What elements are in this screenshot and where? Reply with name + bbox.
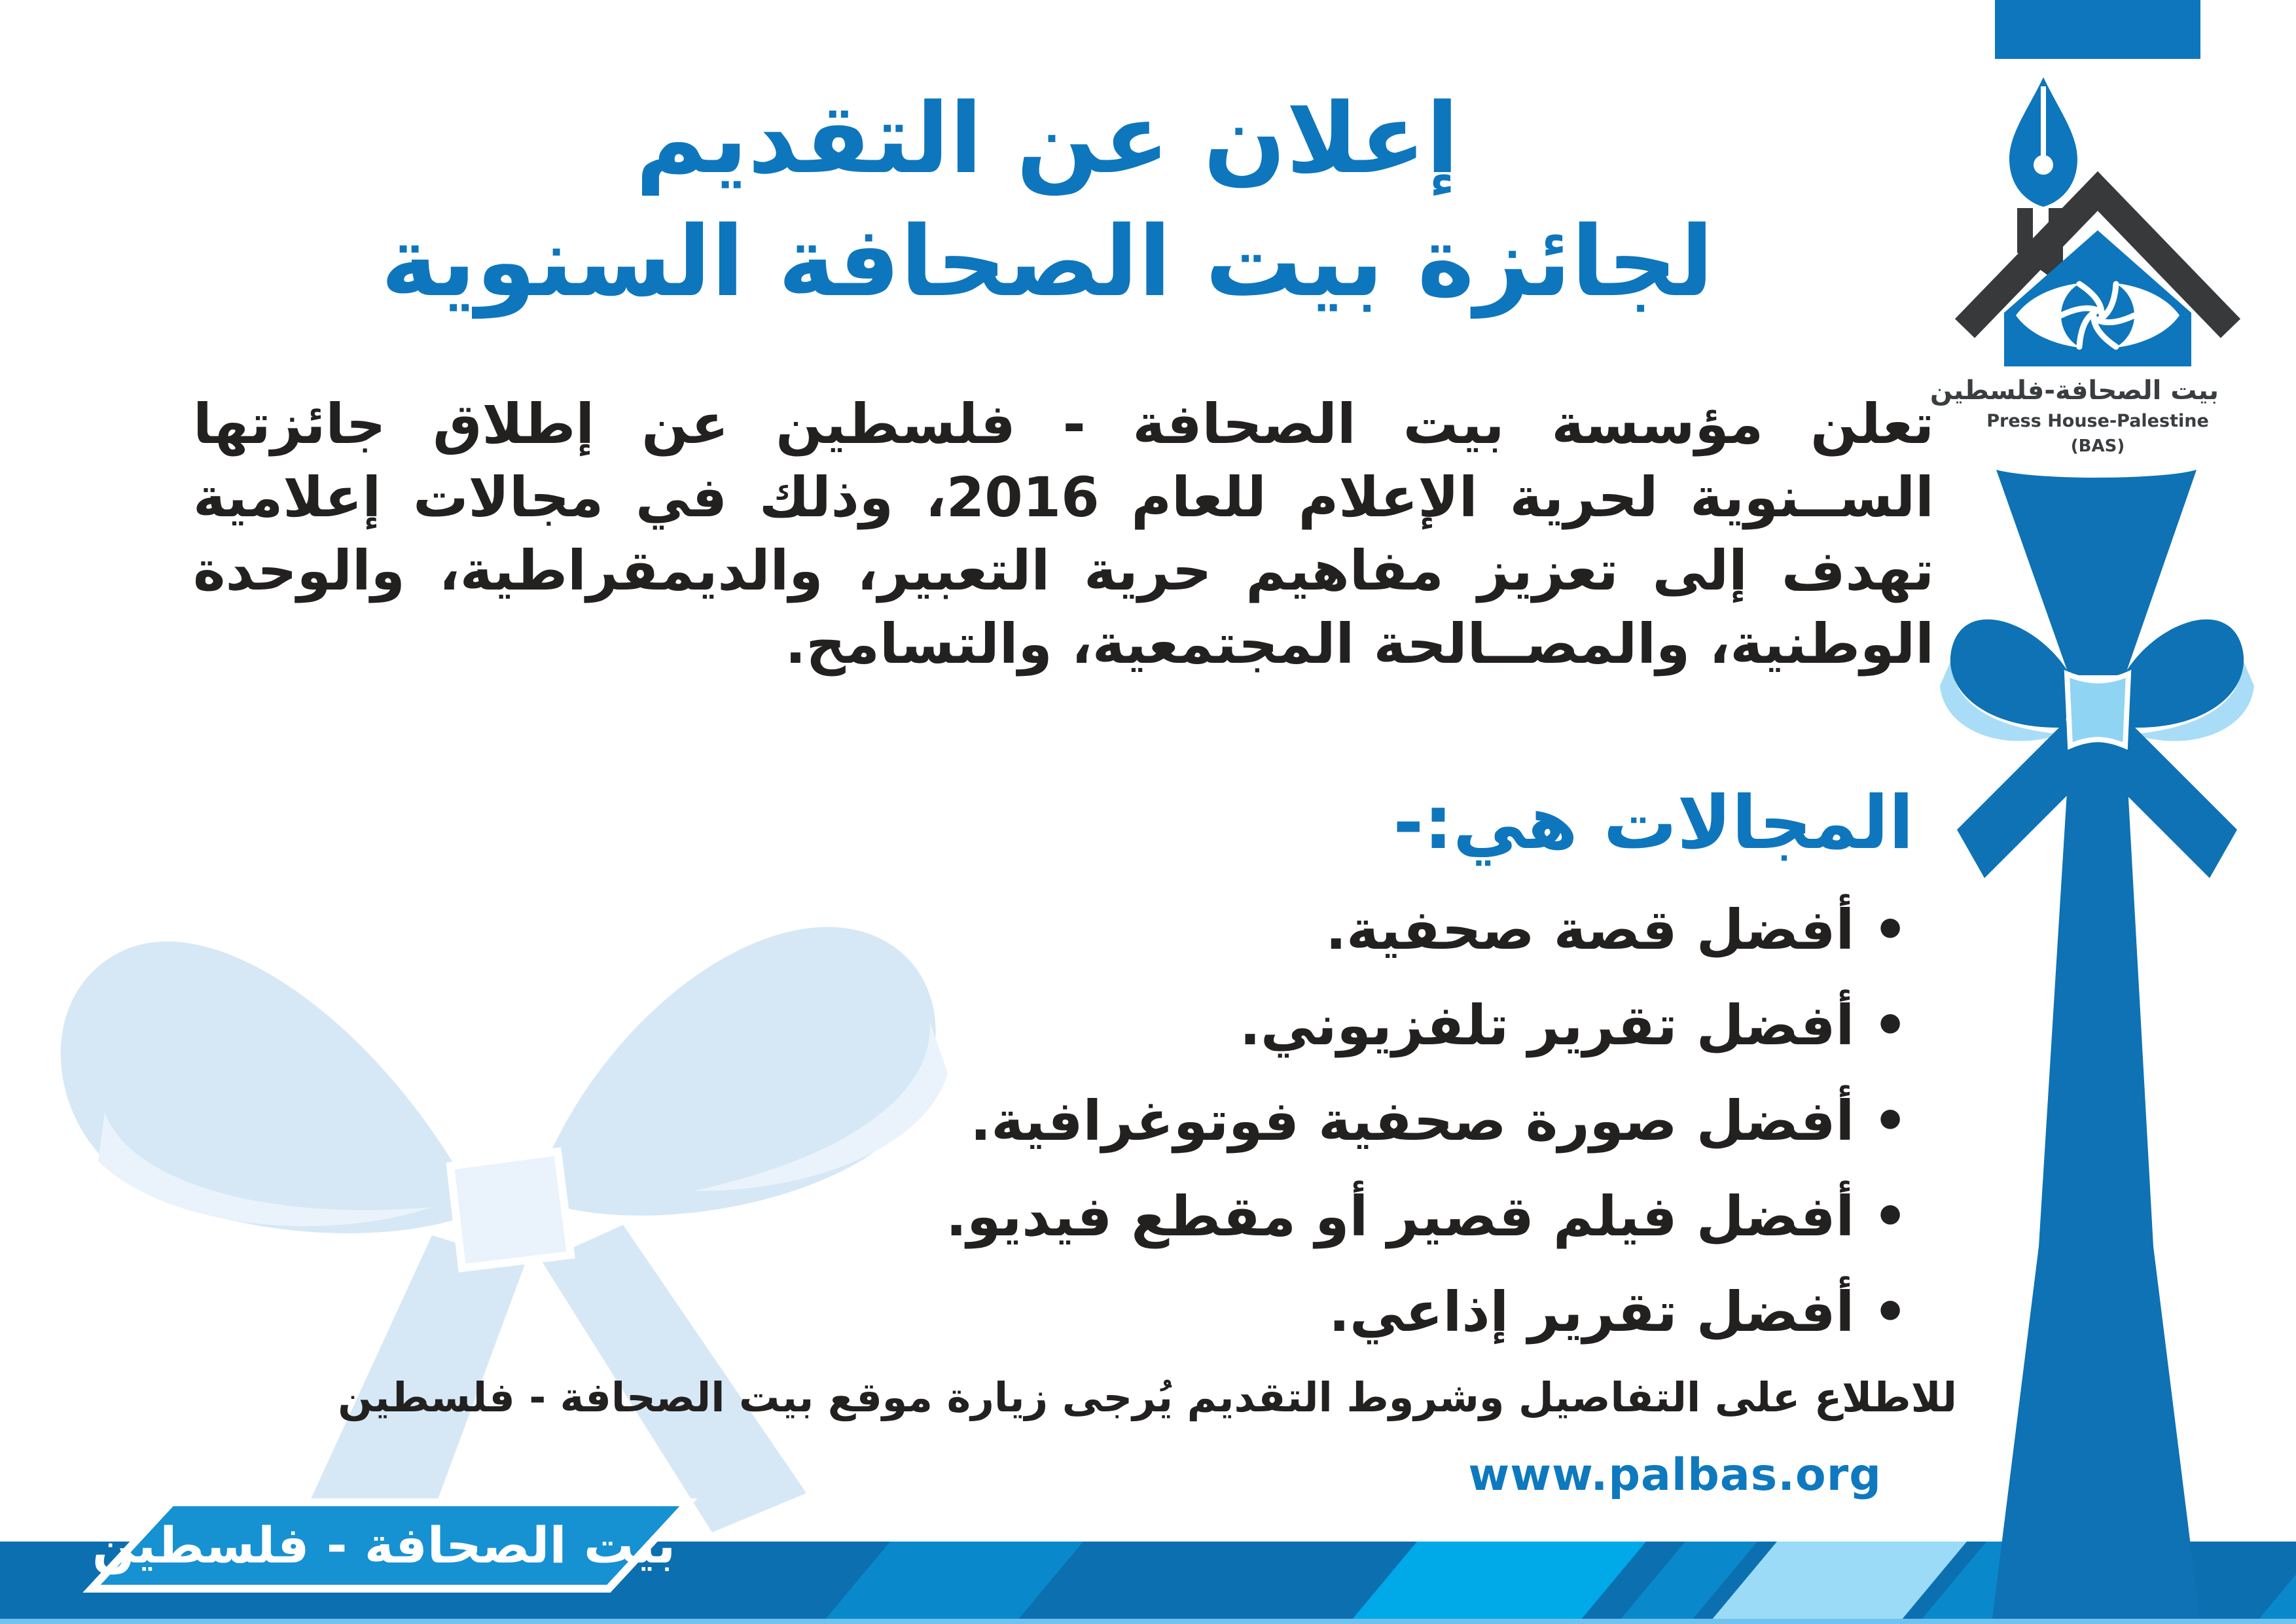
bullet-icon: • <box>1873 1184 1908 1248</box>
logo-abbreviation: (BAS) <box>2070 436 2125 456</box>
logo-name-english: Press House-Palestine <box>1986 411 2209 431</box>
announcement-paragraph: تعلن مؤسسة بيت الصحافة - فلسطين عن إطلاق جائزتها الســنوية لحرية الإعلام للعام 2016، وذلك في مجالات إعلامية تهدف إلى تعزيز مفاهيم حرية التعبير، والديمقراطية، والوحدة الوطنية، والمصــالحة المجتمعية، والتسامح. <box>193 392 1934 676</box>
logo-name-arabic: بيت الصحافة-فلسطين <box>1929 376 2219 406</box>
list-item-label: أفضل قصة صحفية. <box>1325 898 1855 962</box>
footer-note: للاطلاع على التفاصيل وشروط التقديم يُرجى زيارة موقع بيت الصحافة - فلسطين <box>338 1373 1957 1421</box>
fields-list <box>946 882 1908 1360</box>
watermark-knot <box>450 1152 571 1268</box>
pen-nib-hole <box>2034 155 2053 175</box>
list-item <box>946 1264 1908 1360</box>
title-line-2: لجائزة بيت الصحافة السنوية <box>380 205 1714 318</box>
watermark-bow-graphic <box>61 927 948 1542</box>
title-line-1: إعلان عن التقديم <box>635 82 1460 195</box>
bullet-icon: • <box>1873 1089 1908 1153</box>
bullet-icon: • <box>1873 993 1908 1057</box>
list-item-label: أفضل تقرير تلفزيوني. <box>1240 993 1855 1057</box>
watermark-right-loop <box>543 927 936 1216</box>
bottom-edge-line <box>0 1619 2296 1624</box>
list-item-label: أفضل تقرير إذاعي. <box>1329 1280 1855 1344</box>
list-item-label: أفضل صورة صحفية فوتوغرافية. <box>970 1089 1855 1153</box>
list-item <box>946 978 1908 1073</box>
watermark-left-loop <box>61 942 471 1233</box>
bullet-icon: • <box>1873 1280 1908 1344</box>
list-item <box>946 882 1908 978</box>
camera-aperture-icon <box>2061 279 2134 352</box>
website-link[interactable]: www.palbas.org <box>1468 1449 1882 1501</box>
org-banner-label: بيت الصحافة - فلسطين <box>92 1516 675 1574</box>
pen-nib-slit <box>2041 86 2046 158</box>
fields-heading: المجالات هي:- <box>1393 781 1914 866</box>
list-item <box>946 1169 1908 1264</box>
ribbon-top-bar <box>1995 0 2200 59</box>
page-title <box>131 77 1964 323</box>
bullet-icon: • <box>1873 898 1908 962</box>
ribbon-knot <box>2067 674 2128 746</box>
ribbon-lower-tail <box>1992 739 2200 1624</box>
press-house-logo-graphic <box>1965 77 2231 366</box>
list-item-label: أفضل فيلم قصير أو مقطع فيديو. <box>946 1184 1855 1248</box>
list-item <box>946 1073 1908 1169</box>
